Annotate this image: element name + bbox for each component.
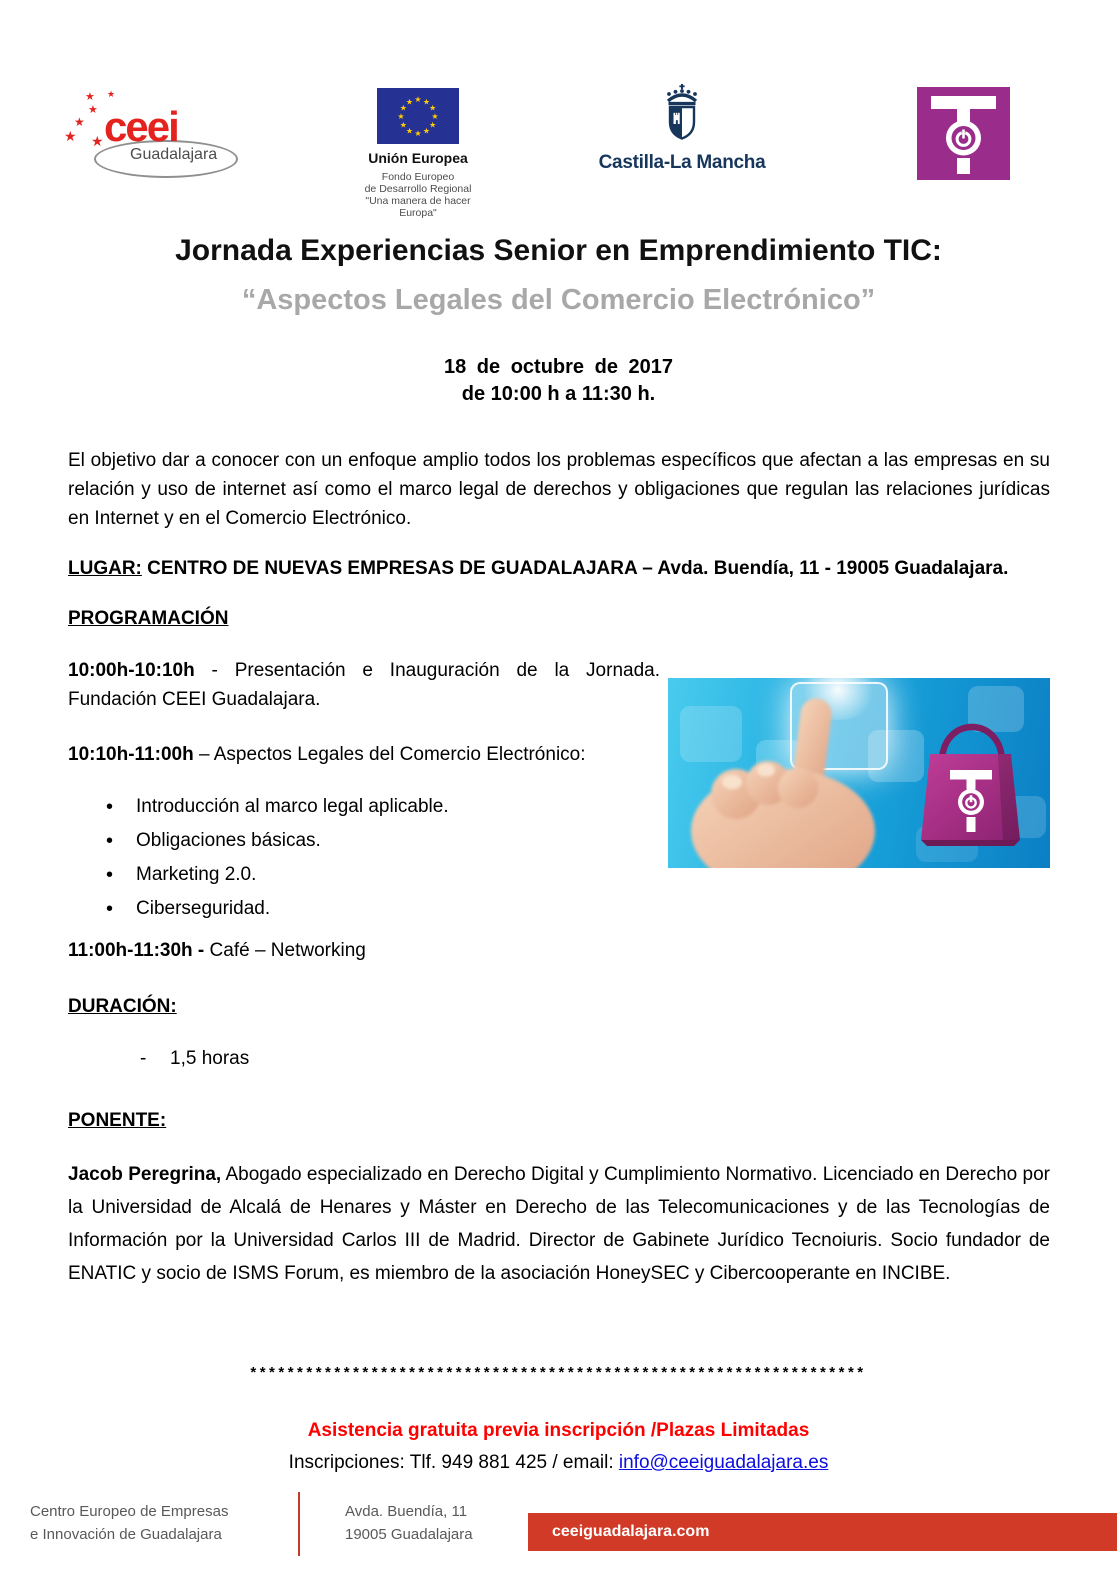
duracion-value: 1,5 horas bbox=[170, 1048, 250, 1069]
page-subtitle: “Aspectos Legales del Comercio Electrónico” bbox=[241, 284, 876, 316]
list-item bbox=[68, 858, 628, 892]
clm-shield-icon bbox=[652, 84, 712, 150]
lugar-text: CENTRO DE NUEVAS EMPRESAS DE GUADALAJARA – Avda. Buendía, 11 - 19005 Guadalajara. bbox=[141, 558, 1009, 579]
svg-text:★: ★ bbox=[429, 103, 437, 113]
dash-marker: - bbox=[140, 1048, 147, 1069]
star-icon: ★ bbox=[74, 115, 85, 129]
ponente-heading: PONENTE: bbox=[68, 1110, 167, 1131]
pointing-hand-icon bbox=[668, 696, 908, 868]
eu-sub1: Fondo Europeo bbox=[381, 171, 455, 183]
list-item bbox=[68, 892, 628, 926]
program-heading: PROGRAMACIÓN bbox=[68, 608, 229, 629]
schedule-item-3-time: 11:00h-11:30h - bbox=[68, 940, 205, 961]
event-date bbox=[0, 354, 1117, 408]
svg-text:★: ★ bbox=[422, 126, 431, 136]
tic-power-logo-icon bbox=[917, 87, 1010, 180]
schedule-item-1-time: 10:00h-10:10h bbox=[68, 660, 195, 681]
eu-sub3: "Una manera de hacer Europa" bbox=[365, 195, 471, 219]
footer-addr-line2: 19005 Guadalajara bbox=[345, 1526, 473, 1543]
event-date-line2: de 10:00 h a 11:30 h. bbox=[461, 383, 656, 405]
free-attendance-notice: Asistencia gratuita previa inscripción /Plazas Limitadas bbox=[307, 1420, 810, 1441]
ecommerce-photo bbox=[668, 678, 1050, 868]
speaker-bio-text: Abogado especializado en Derecho Digital y Cumplimiento Normativo. Licenciado en Derecho por la Universidad de Alcalá de Henares y Máster en Derecho de las Telecomunicaciones y de las Tecnologías de Información por la Universidad Carlos III de Madrid. Director de Gabinete Jurídico Tecnoiuris. Socio fundador de ENATIC y socio de ISMS Forum, es miembro de la asociación HoneySEC y Cibercooperante en INCIBE. bbox=[68, 1164, 1051, 1284]
footer-divider bbox=[298, 1492, 300, 1556]
list-item bbox=[68, 824, 628, 858]
intro-paragraph: El objetivo dar a conocer con un enfoque amplio todos los problemas específicos que afectan a las empresas en su relación y uso de internet así como el marco legal de derechos y obligaciones que regulan las relaciones jurídicas en Internet y en el Comercio Electrónico. bbox=[68, 450, 1050, 529]
footer-website-bar bbox=[528, 1513, 1117, 1551]
star-icon: ★ bbox=[107, 89, 116, 99]
ceei-brand-text: ceei bbox=[104, 103, 178, 150]
inscription-line bbox=[0, 1452, 1117, 1474]
eu-flag-icon bbox=[377, 88, 459, 144]
schedule-item-3-desc: Café – Networking bbox=[204, 940, 366, 961]
svg-text:★: ★ bbox=[429, 120, 437, 130]
star-icon: ★ bbox=[88, 104, 98, 116]
lugar-line bbox=[68, 558, 1050, 580]
clm-name: Castilla-La Mancha bbox=[598, 152, 766, 173]
star-icon: ★ bbox=[91, 133, 104, 149]
schedule-item-2 bbox=[68, 740, 660, 769]
svg-text:★: ★ bbox=[405, 97, 414, 107]
separator-line: ****************************************************************** bbox=[250, 1364, 867, 1381]
svg-text:★: ★ bbox=[422, 97, 431, 107]
lugar-label: LUGAR: bbox=[68, 558, 142, 579]
speaker-name: Jacob Peregrina, bbox=[68, 1164, 222, 1185]
header-logos bbox=[0, 0, 1117, 219]
ceei-guadalajara-logo-icon bbox=[58, 88, 243, 178]
footer-org-line2: e Innovación de Guadalajara bbox=[30, 1526, 222, 1543]
footer-address bbox=[345, 1500, 473, 1546]
schedule-item-1-desc: - Presentación e Inauguración de la Jornada. Fundación CEEI Guadalajara. bbox=[68, 660, 660, 710]
duracion-heading: DURACIÓN: bbox=[68, 996, 177, 1017]
svg-text:★: ★ bbox=[414, 95, 422, 104]
eu-sub2: de Desarrollo Regional bbox=[364, 183, 472, 195]
topics-list bbox=[68, 790, 628, 926]
svg-text:★: ★ bbox=[397, 112, 405, 121]
star-icon: ★ bbox=[64, 128, 77, 144]
event-date-line1: 18 de octubre de 2017 bbox=[444, 356, 673, 378]
topic-text: Marketing 2.0. bbox=[136, 864, 257, 885]
list-item bbox=[68, 790, 628, 824]
eu-logo bbox=[352, 88, 484, 219]
eu-name: Unión Europea bbox=[368, 150, 468, 166]
schedule-item-3 bbox=[68, 936, 968, 965]
castilla-la-mancha-logo bbox=[592, 84, 772, 174]
schedule-item-2-time: 10:10h-11:00h bbox=[68, 744, 194, 765]
inscription-prefix: Inscripciones: Tlf. 949 881 425 / email: bbox=[288, 1452, 619, 1473]
svg-text:★: ★ bbox=[399, 120, 407, 130]
speaker-bio bbox=[68, 1158, 1050, 1290]
schedule-item-1 bbox=[68, 656, 660, 714]
duracion-item bbox=[140, 1048, 249, 1070]
topic-text: Introducción al marco legal aplicable. bbox=[136, 796, 449, 817]
svg-text:★: ★ bbox=[431, 112, 439, 121]
shopping-bag-icon bbox=[912, 704, 1032, 850]
footer-addr-line1: Avda. Buendía, 11 bbox=[345, 1503, 468, 1520]
footer-org-line1: Centro Europeo de Empresas bbox=[30, 1503, 229, 1520]
svg-text:★: ★ bbox=[414, 129, 422, 138]
schedule-item-2-desc: – Aspectos Legales del Comercio Electrónico: bbox=[193, 744, 586, 765]
page-title: Jornada Experiencias Senior en Emprendimiento TIC: bbox=[175, 234, 942, 267]
svg-text:★: ★ bbox=[405, 126, 414, 136]
email-link[interactable]: info@ceeiguadalajara.es bbox=[618, 1452, 829, 1473]
topic-text: Ciberseguridad. bbox=[136, 898, 271, 919]
star-icon: ★ bbox=[85, 91, 95, 103]
svg-text:★: ★ bbox=[399, 103, 407, 113]
footer-organization bbox=[30, 1500, 228, 1546]
ceei-region-text: Guadalajara bbox=[130, 146, 218, 163]
footer-website: ceeiguadalajara.com bbox=[552, 1523, 710, 1540]
topic-text: Obligaciones básicas. bbox=[136, 830, 321, 851]
